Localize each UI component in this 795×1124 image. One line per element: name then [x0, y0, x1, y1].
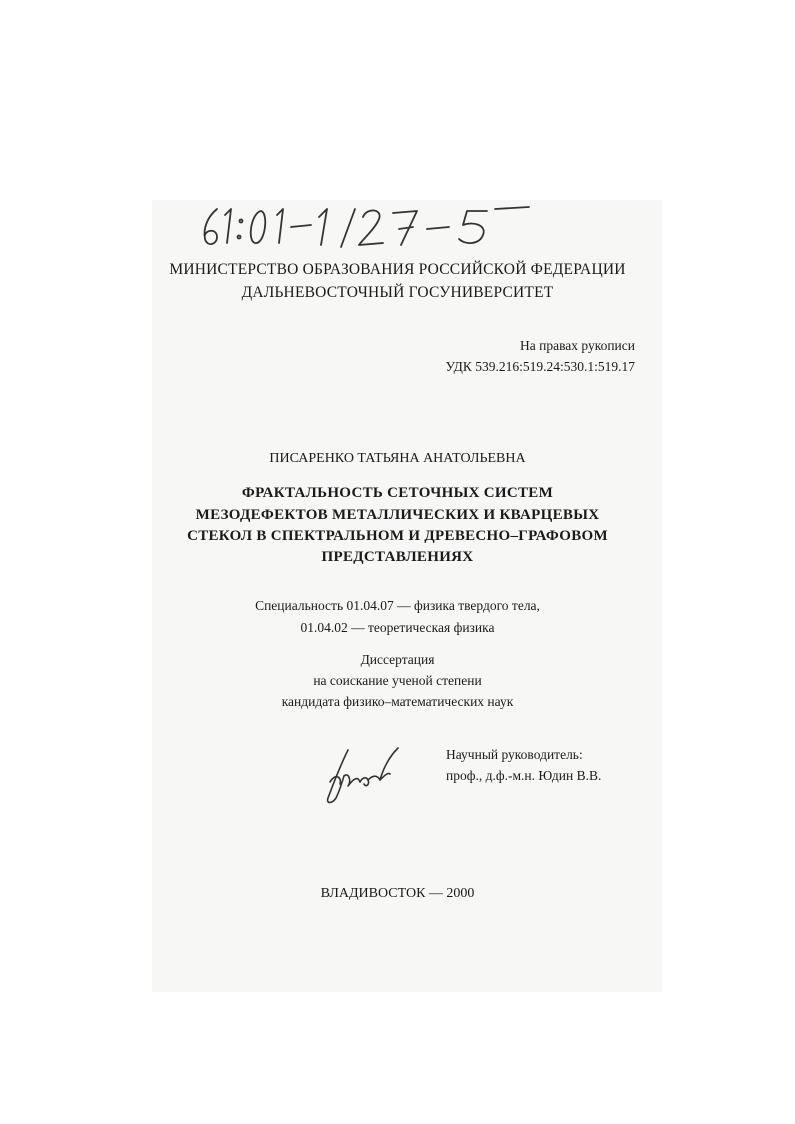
university-heading: ДАЛЬНЕВОСТОЧНЫЙ ГОСУНИВЕРСИТЕТ: [241, 284, 554, 301]
title-line-1: ФРАКТАЛЬНОСТЬ СЕТОЧНЫХ СИСТЕМ: [241, 485, 554, 501]
handwritten-archive-code: [195, 203, 535, 251]
udk-code: УДК 539.216:519.24:530.1:519.17: [445, 359, 635, 374]
dissertation-degree: на соискание ученой степени: [313, 673, 482, 688]
dissertation-label: Диссертация: [360, 652, 435, 667]
manuscript-rights-label: На правах рукописи: [519, 338, 635, 353]
supervisor-label: Научный руководитель:: [446, 747, 583, 762]
ministry-heading: МИНИСТЕРСТВО ОБРАЗОВАНИЯ РОССИЙСКОЙ ФЕДЕРАЦИИ: [169, 261, 626, 278]
specialty-line-2: 01.04.02 — теоретическая физика: [300, 620, 495, 635]
title-line-4: ПРЕДСТАВЛЕНИЯХ: [321, 549, 474, 565]
scanned-page-area: [152, 200, 662, 992]
dissertation-field: кандидата физико–математических наук: [281, 694, 514, 709]
author-name: ПИСАРЕНКО ТАТЬЯНА АНАТОЛЬЕВНА: [269, 451, 526, 466]
specialty-line-1: Специальность 01.04.07 — физика твердого тела,: [255, 598, 540, 613]
title-line-3: СТЕКОЛ В СПЕКТРАЛЬНОМ И ДРЕВЕСНО–ГРАФОВОМ: [187, 528, 608, 544]
title-line-2: МЕЗОДЕФЕКТОВ МЕТАЛЛИЧЕСКИХ И КВАРЦЕВЫХ: [195, 507, 600, 523]
city-year: ВЛАДИВОСТОК — 2000: [320, 886, 475, 901]
signature: [318, 742, 408, 808]
supervisor-name: проф., д.ф.-м.н. Юдин В.В.: [446, 768, 602, 783]
